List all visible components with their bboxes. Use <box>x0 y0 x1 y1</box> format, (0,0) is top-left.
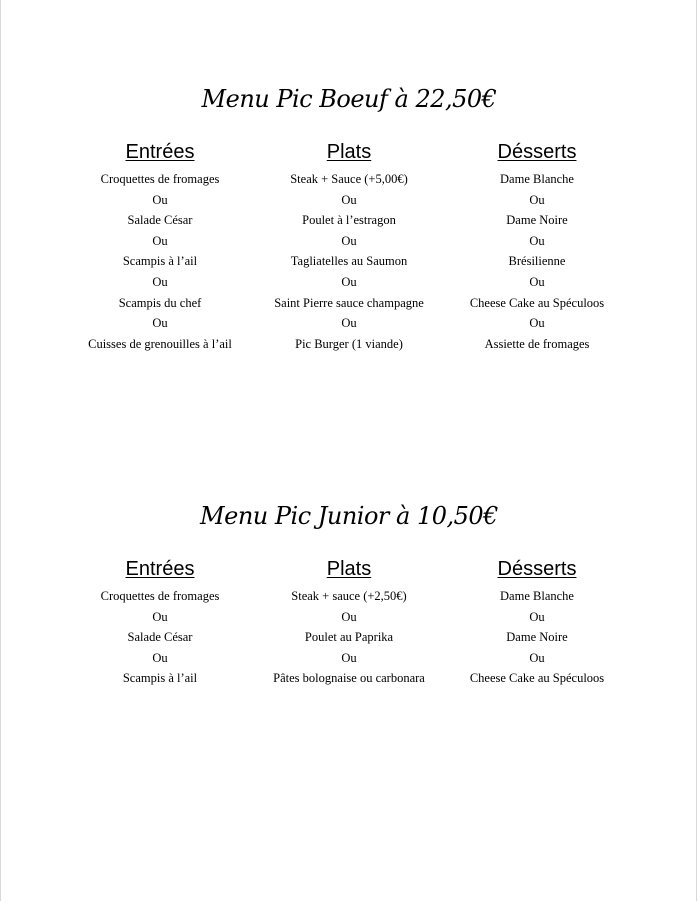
menu-item-separator: Ou <box>341 316 357 331</box>
menu-item-separator: Ou <box>152 192 168 207</box>
menu-item: Croquettes de fromages <box>100 589 220 603</box>
menu-item-separator: Ou <box>529 609 545 624</box>
column-heading: Plats <box>326 141 372 163</box>
menu-item: Brésilienne <box>508 254 566 269</box>
menu-item: Scampis du chef <box>118 295 202 310</box>
menu-item: Scampis à l’ail <box>122 254 198 269</box>
menu-item: Salade César <box>127 213 193 228</box>
menu-item-separator: Ou <box>152 274 168 289</box>
column-heading: Désserts <box>497 558 577 580</box>
menu-item-separator: Ou <box>341 233 357 248</box>
menu-item-separator: Ou <box>341 609 357 624</box>
menu-item: Saint Pierre sauce champagne <box>274 295 424 310</box>
column-heading: Entrées <box>125 558 195 580</box>
menu-item-separator: Ou <box>341 274 357 289</box>
menu-item-separator: Ou <box>529 650 545 665</box>
menu-item: Tagliatelles au Saumon <box>290 254 408 269</box>
menu-item: Steak + Sauce (+5,00€) <box>290 172 408 186</box>
item-list <box>70 586 250 689</box>
menu-item-separator: Ou <box>529 316 545 331</box>
item-list <box>254 169 444 354</box>
menu-item: Cheese Cake au Spéculoos <box>469 295 605 310</box>
menu-item: Cuisses de grenouilles à l’ail <box>88 336 232 351</box>
menu-item-separator: Ou <box>152 609 168 624</box>
column-heading: Entrées <box>125 141 195 163</box>
menu-item: Croquettes de fromages <box>100 172 220 186</box>
menu-item: Poulet au Paprika <box>304 630 394 645</box>
menu-item: Cheese Cake au Spéculoos <box>469 671 605 686</box>
menu-item: Dame Blanche <box>500 172 574 186</box>
menu-item: Poulet à l’estragon <box>302 213 396 228</box>
column-heading: Plats <box>326 558 372 580</box>
menu-item: Dame Noire <box>506 630 568 645</box>
menu-item-separator: Ou <box>529 233 545 248</box>
menu-title: Menu Pic Boeuf à 22,50€ <box>201 85 497 113</box>
menu-item: Dame Noire <box>506 213 568 228</box>
menu-item: Pâtes bolognaise ou carbonara <box>273 671 425 686</box>
item-list <box>452 169 622 354</box>
menu-item-separator: Ou <box>152 316 168 331</box>
menu-item: Pic Burger (1 viande) <box>295 336 403 351</box>
menu-item: Salade César <box>127 630 193 645</box>
menu-item: Assiette de fromages <box>484 336 590 351</box>
menu-item: Dame Blanche <box>500 589 574 603</box>
menu-item-separator: Ou <box>529 274 545 289</box>
menu-item-separator: Ou <box>152 650 168 665</box>
menu-item-separator: Ou <box>529 192 545 207</box>
menu-item-separator: Ou <box>341 650 357 665</box>
menu-title: Menu Pic Junior à 10,50€ <box>200 502 498 530</box>
menu-item-separator: Ou <box>152 233 168 248</box>
column-heading: Désserts <box>497 141 577 163</box>
menu-item-separator: Ou <box>341 192 357 207</box>
item-list <box>452 586 622 689</box>
menu-item: Steak + sauce (+2,50€) <box>291 589 407 603</box>
menu-item: Scampis à l’ail <box>122 671 198 686</box>
item-list <box>70 169 250 354</box>
item-list <box>254 586 444 689</box>
